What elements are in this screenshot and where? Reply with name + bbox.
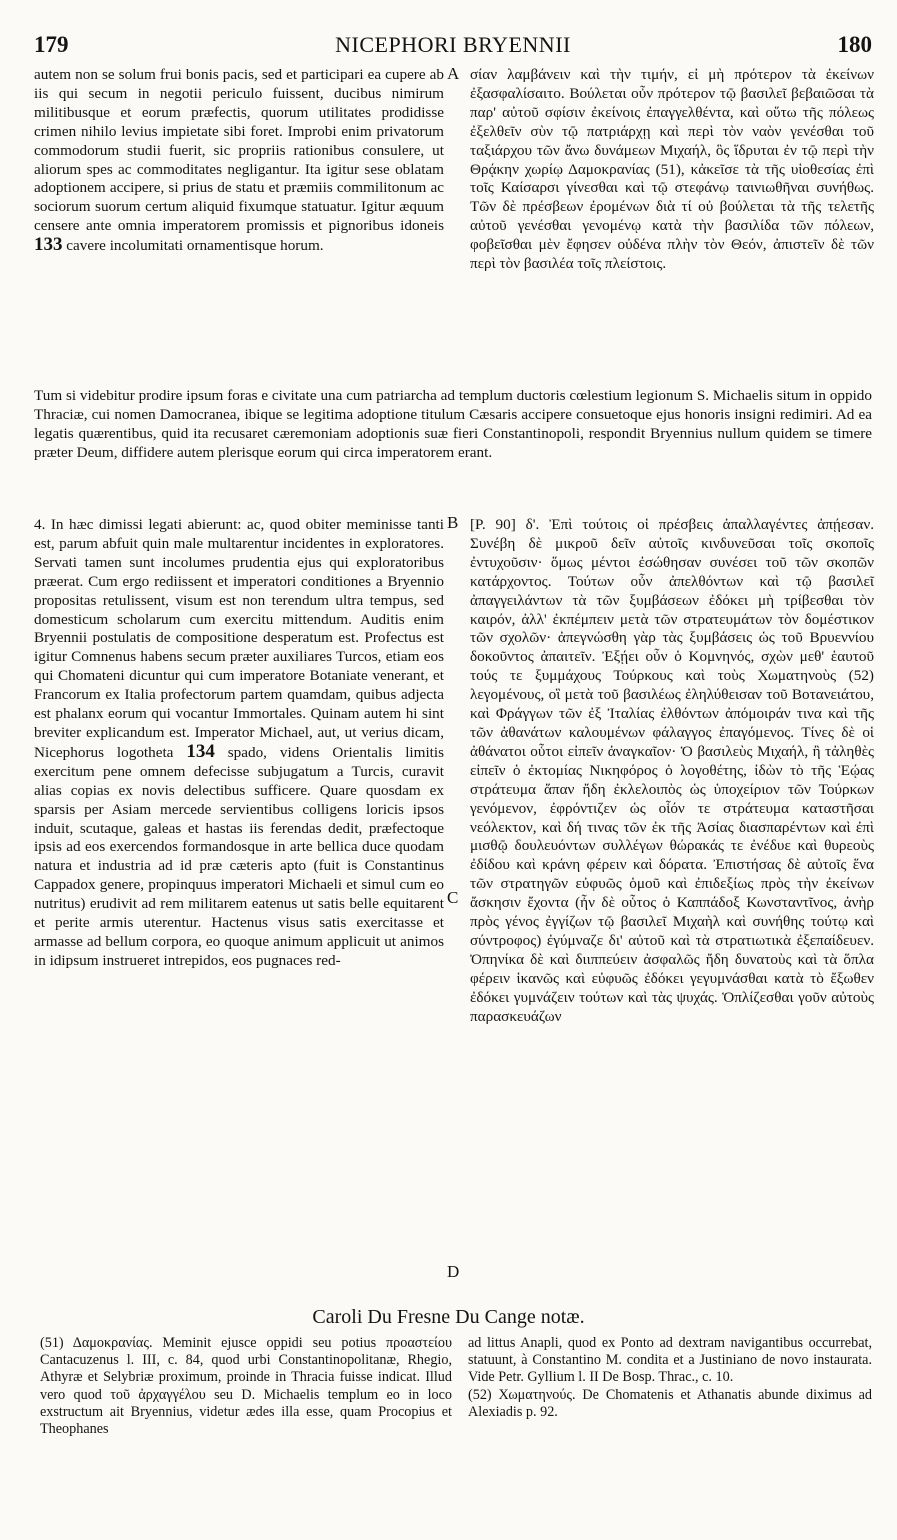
page-number-right: 180 bbox=[837, 32, 872, 57]
latin-text: spado, videns Orientalis limitis exercitum pene omnem defecisse subjugatum a Turcis, curavit alias copias ex novis delectibus sufficere. Quare quosdam ex sparsis per Asiam mercede servientibus colligens loricis ipsos induit, scutaque, galeas et hastas iis ferendas dedit, præfectoque ipsis ad eos exercendos formandosque in arte bellica duce quodam natura et industria ad id præ cæteris apto (fuit is Constantinus Cappadox genere, propinquus imperatori Michaeli et simul cum eo nutritus) erudivit ad rem militarem eatenus ut satis belle equitarent et perite armis uterentur. Hactenus visus satis exercitasse et armasse ad bellum corpora, eo quoque animum applicuit ut animos in idipsum instrueret intrepidos, eos pugnaces red- bbox=[34, 743, 445, 969]
note-column-left bbox=[40, 1335, 452, 1438]
latin-column-section1 bbox=[34, 66, 444, 256]
column-marker: 133 bbox=[34, 234, 63, 256]
notes-title: Caroli Du Fresne Du Cange notæ. bbox=[312, 1306, 585, 1328]
greek-column-section2 bbox=[470, 516, 874, 1026]
latin-column-section2 bbox=[34, 516, 444, 971]
column-marker: 134 bbox=[186, 740, 215, 762]
greek-paragraph: [P. 90] δ'. Ἐπὶ τούτοις οἱ πρέσβεις ἀπαλλαγέντες ἀπῄεσαν. Συνέβη δὲ μικροῦ δεῖν αὐτοῖς κινδυνεῦσαι τοῖς σκοποῖς ἐντυχοῦσιν· ὅμως μέντοι ἐσώθησαν συνέσει τοῦ τῶν σκοπῶν κατάρχοντος. Τούτων οὖν ἀπελθόντων καὶ τῷ βασιλεῖ ἀπαγγειλάντων τὰ τῶν ξυμβάσεων ἐδόκει μὴ τρίβεσθαι τὸν καιρόν, ἀλλ' ἐκπέμπειν μετὰ τῶν στρατευμάτων τὸν δομέστικον τῶν σχολῶν· ἀπεγνώσθη γὰρ τὰς ξυμβάσεις ὡς τοῦ Βρυεννίου δοκοῦντος ἀπαιτεῖν. Ἐξῄει οὖν ὁ Κομνηνός, σχὼν μεθ' ἑαυτοῦ τούς τε ξυμμάχους Τούρκους καὶ τοὺς Χωματηνοὺς (52) λεγομένους, οἳ μετὰ τοῦ βασιλέως ἐληλύθεισαν τοῦ Βοτανειάτου, καὶ Φράγγων τῶν ἐξ Ἰταλίας ἐλθόντων ἀπόμοιράν τινα καὶ τῆς τῶν ἀθανάτων καλουμένων φάλαγγος ἐπαγόμενος. Τίνες δὲ οἱ ἀθάνατοι οὗτοι εἰπεῖν ἀναγκαῖον· Ὁ βασιλεὺς Μιχαήλ, ἢ τἀληθὲς εἰπεῖν ὁ ἐκτομίας Νικηφόρος ὁ λογοθέτης, ἰδὼν τὸ τῆς Ἑῴας στράτευμα ἅπαν ἤδη ἐκλελοιπὸς ὡς ὑποχείριον τῶν Τούρκων γενόμενον, ἐφρόντιζεν ὡς οἷόν τε στράτευμα καταστῆσαι νεόλεκτον, καὶ δή τινας τῶν ἐκ τῆς Ἀσίας διασπαρέντων καὶ ἐπὶ μισθῷ δουλευόντων συλλέγων θώρακάς τε ἐνέδυε καὶ θυρεοὺς ἐδίδου καὶ κράνη φέρειν καὶ δόρατα. Ἐπιστήσας δὲ αὐτοῖς ἕνα τῶν στρατηγῶν εὐφυῶς ὁμοῦ καὶ ἐπιδεξίως πρὸς τὴν ἐκείνων ἄσκησιν ἔχοντα (ἦν δὲ οὗτος ὁ Καππάδοξ Κωνσταντῖνος, ἀνὴρ πρὸς γένος ἐγγίζων τῷ βασιλεῖ Μιχαὴλ καὶ συνήθης τούτῳ καὶ σύντροφος) ἐγύμναζε δι' αὐτοῦ καὶ τὰ στρατιωτικὰ ἐξεπαίδευεν. Ὀπηνίκα δὲ καὶ διιππεύειν ἀσφαλῶς ἤδη δυνατοὺς καὶ τὰ ὅπλα φέρειν ἱκανῶς καὶ εὐφυῶς ἐδόκει γεγυμνάσθαι κατὰ τὸ ἔξωθεν ἐδόκει γυμνάζειν τούτων καὶ τὰς ψυχάς. Ὁπλίζεσθαι γοῦν αὐτοὺς παρασκευάζων bbox=[470, 516, 874, 1025]
footnote-51-continued: ad littus Anapli, quod ex Ponto ad dextram navigantibus occurrebat, statuunt, à Constantino M. condita et a Justiniano de novo instaurata. Vide Petr. Gyllium l. II De Bosp. Thrac., c. 10. bbox=[468, 1335, 872, 1386]
margin-letter-a: A bbox=[447, 64, 460, 83]
page-number-left: 179 bbox=[34, 32, 69, 57]
latin-text: autem non se solum frui bonis pacis, sed et participari ea cupere ab iis qui secum in negotii periculo fuissent, ducibus nimirum militibusque et eorum præfectis, quorum utilitates prodidisse crimen nihilo levius impietate sibi foret. Improbi enim privatorum commodorum studii fuerit, sic propriis rationibus consulere, ut aliorum spes ac commoditates negligantur. Ita igitur sese oblatam adoptionem accipere, si prius de statu et præmiis commilitonum ac sociorum suorum certum aliquid fixumque statuatur. Igitur æquum censere ante omnia imperatorem promissis et pignoribus idoneis bbox=[34, 66, 444, 235]
footnote-51: (51) Δαμοκρανίας. Meminit ejusce oppidi seu potius προαστείου Cantacuzenus l. III, c. 84, quod urbi Constantinopolitanæ, Rhegio, Athyræ et Selybriæ proximum, proinde in Thracia fuisse indicat. Illud vero quod τοῦ ἀρχαγγέλου seu D. Michaelis templum eo in loco exstructum ait Bryennius, videtur ædes illa esse, quam Procopius et Theophanes bbox=[40, 1335, 452, 1438]
latin-text: Tum si videbitur prodire ipsum foras e civitate una cum patriarcha ad templum ductoris cœlestium legionum S. Michaelis situm in oppido Thraciæ, cui nomen Damocranea, ibique se legitima adoptione titulum Cæsaris accipere consuetoque ejus honoris insigni redimiri. Ad ea legatis quærentibus, quid ita recusaret cæremoniam adoptionis suæ fieri Constantinopoli, respondit Bryennius nullum quidem se timere præter Deum, diffidere autem plerisque eorum qui circa imperatorem erant. bbox=[34, 387, 872, 461]
latin-paragraph bbox=[34, 66, 444, 256]
margin-letter-d: D bbox=[447, 1262, 460, 1281]
greek-paragraph: σίαν λαμβάνειν καὶ τὴν τιμήν, εἰ μὴ πρότερον τὰ ἐκείνων ἐξασφαλίσαιτο. Βούλεται οὖν πρότερον τῷ βασιλεῖ βεβαιῶσαι τὰ παρ' αὐτοῦ σφίσιν ἐκείνοις ἐπαγγελθέντα, καὶ οὕτω τῆς πόλεως ἐξελθεῖν σὺν τῷ πατριάρχῃ καὶ περὶ τὸν ναὸν γενέσθαι τοῦ ταξιάρχου τῶν ἄνω δυνάμεων Μιχαήλ, ὃς ἵδρυται ἐν τῷ περὶ τὴν Θρᾴκην χωρίῳ Δαμοκρανίας (51), κἀκεῖσε τὰ τῆς υἱοθεσίας ἐπὶ τοῖς Καίσαρσι γίνεσθαι καὶ τῷ στεφάνῳ ταινιωθῆναι συνήθως. Τῶν δὲ πρέσβεων ἐρομένων διὰ τί οὐ βούλεται τὰ τῆς τελετῆς αὐτοῦ γενέσθαι γενομένῳ κατὰ τὴν βασιλίδα τῶν πόλεων, φοβεῖσθαι μὲν ἔφησεν οὐδένα πλὴν τὸν Θεόν, ἀπιστεῖν δὲ τῶν περὶ τὸν βασιλέα τοῖς πλείστοις. bbox=[470, 66, 874, 273]
latin-text: 4. In hæc dimissi legati abierunt: ac, quod obiter meminisse tanti est, parum abfuit quin male multarentur incidentes in exploratores. Servati tamen sunt incolumes prudentia ejus qui exploratoribus præerat. Cum ergo rediissent et imperatori conditiones a Bryennio propositas retulissent, visum est non terendum ultra tempus, sed domesticum scholarum cum exercitu mittendum. Auditis enim Bryennii postulatis de compositione desperatum est. Profectus est igitur Comnenus habens secum præter auxiliares Turcos, etiam eos qui Chomateni dicuntur qui cum imperatore Botaniate venerant, et Francorum ex Italia profectorum partem quamdam, quibus adjecta est phalanx eorum qui vocantur Immortales. Quinam autem hi sint breviter explicandum est. Imperator Michael, aut, ut verius dicam, Nicephorus logotheta bbox=[34, 516, 444, 761]
latin-full-width-paragraph bbox=[34, 372, 872, 478]
latin-text: cavere incolumitati ornamentisque horum. bbox=[66, 237, 324, 255]
page-header bbox=[34, 32, 872, 58]
margin-letter-c: C bbox=[447, 888, 459, 907]
footnote-52: (52) Χωματηνούς. De Chomatenis et Athanatis abunde diximus ad Alexiadis p. 92. bbox=[468, 1386, 872, 1420]
margin-letter-b: B bbox=[447, 513, 459, 532]
latin-paragraph bbox=[34, 516, 444, 971]
running-title: NICEPHORI BRYENNII bbox=[335, 32, 571, 57]
note-column-right bbox=[468, 1335, 872, 1421]
greek-column-section1 bbox=[470, 66, 874, 274]
